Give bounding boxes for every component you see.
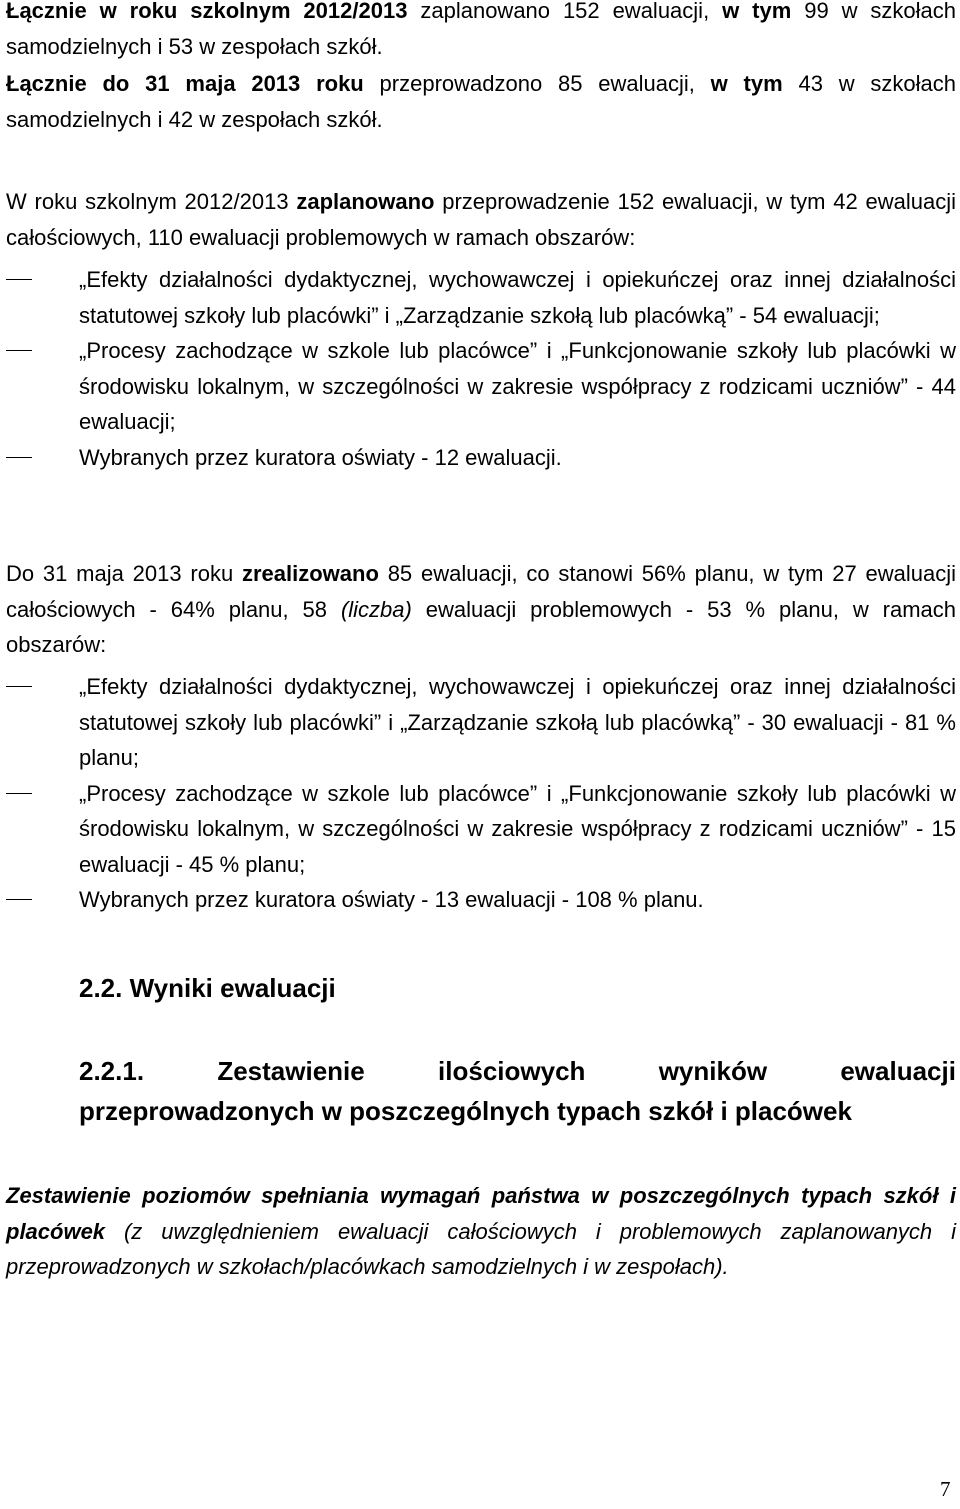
intro-paragraph-conducted: [6, 66, 956, 137]
subsection-word: ewaluacji: [840, 1056, 956, 1086]
dash-bullet: [6, 686, 32, 687]
dash-bullet: [6, 279, 32, 280]
subsection-heading-line-1: [79, 1051, 956, 1091]
summary-italic: (z uwzględnieniem ewaluacji całościowych i problemowych zaplanowanych i przeprowadzonych w szkołach/placówkach samodzielnych i w zespołach).: [6, 1218, 956, 1279]
intro-planned-bold: Łącznie w roku szkolnym 2012/2013: [6, 0, 408, 23]
list-item: [6, 262, 956, 333]
planned-areas-list: [6, 262, 956, 475]
intro-conducted-text-2: 43 w szkołach samodzielnych i 42 w zespołach szkół.: [6, 71, 956, 132]
list-item: [6, 776, 956, 883]
list-item: [6, 440, 956, 476]
realized-text-2: 85 ewaluacji, co stanowi 56% planu, w tym 27 ewaluacji całościowych - 64% planu, 58: [6, 561, 956, 622]
summary-bold-italic: Zestawienie poziomów spełniania wymagań państwa w poszczególnych typach szkół i placówek: [6, 1183, 956, 1244]
section-heading: 2.2. Wyniki ewaluacji: [79, 973, 336, 1003]
subsection-word: ilościowych: [438, 1056, 586, 1086]
dash-bullet: [6, 793, 32, 794]
intro-planned-bold-2: w tym: [722, 0, 792, 23]
subsection-heading: [79, 1051, 956, 1131]
dash-bullet: [6, 350, 32, 351]
list-item-text: „Procesy zachodzące w szkole lub placówce” i „Funkcjonowanie szkoły lub placówki w środowisku lokalnym, w szczególności w zakresie współpracy z rodzicami uczniów” - 15 ewaluacji - 45 % planu;: [79, 780, 956, 877]
realized-text: Do 31 maja 2013 roku: [6, 561, 242, 586]
dash-bullet: [6, 457, 32, 458]
intro-conducted-bold: Łącznie do 31 maja 2013 roku: [6, 71, 364, 96]
subsection-word: Zestawienie: [217, 1056, 365, 1086]
intro-planned-text-2: 99 w szkołach samodzielnych i 53 w zespołach szkół.: [6, 0, 957, 59]
list-item-text: „Procesy zachodzące w szkole lub placówce” i „Funkcjonowanie szkoły lub placówki w środowisku lokalnym, w szczególności w zakresie współpracy z rodzicami uczniów” - 44 ewaluacji;: [79, 338, 956, 434]
planned-paragraph: [6, 184, 956, 255]
planned-text-2: przeprowadzenie 152 ewaluacji, w tym 42 ewaluacji całościowych, 110 ewaluacji problemowych w ramach obszarów:: [6, 189, 956, 250]
intro-planned-text: zaplanowano 152 ewaluacji,: [407, 0, 723, 23]
list-item-text: „Efekty działalności dydaktycznej, wychowawczej i opiekuńczej oraz innej działalności statutowej szkoły lub placówki” i „Zarządzanie szkołą lub placówką” - 54 ewaluacji;: [79, 267, 956, 328]
dash-bullet: [6, 899, 32, 900]
summary-paragraph: [6, 1178, 956, 1285]
list-item-text: „Efekty działalności dydaktycznej, wychowawczej i opiekuńczej oraz innej działalności statutowej szkoły lub placówki” i „Zarządzanie szkołą lub placówką” - 30 ewaluacji - 81 % planu;: [79, 674, 956, 770]
subsection-word: wyników: [658, 1056, 768, 1086]
list-item-text: Wybranych przez kuratora oświaty - 13 ewaluacji - 108 % planu.: [79, 887, 704, 912]
planned-text: W roku szkolnym 2012/2013: [6, 189, 297, 214]
intro-conducted-text: przeprowadzono 85 ewaluacji,: [363, 71, 711, 96]
list-item: [6, 669, 956, 776]
subsection-number: 2.2.1.: [79, 1056, 145, 1086]
list-item: [6, 882, 956, 918]
realized-paragraph: [6, 556, 956, 663]
intro-paragraph-planned: [6, 0, 956, 64]
realized-text-3: ewaluacji problemowych - 53 % planu, w ramach obszarów:: [6, 596, 957, 657]
intro-conducted-bold-2: w tym: [710, 71, 783, 96]
subsection-heading-line-2: przeprowadzonych w poszczególnych typach szkół i placówek: [79, 1096, 852, 1126]
list-item: [6, 333, 956, 440]
realized-areas-list: [6, 669, 956, 918]
realized-italic: (liczba): [340, 596, 412, 622]
page-number: 7: [940, 1477, 951, 1501]
planned-bold: zaplanowano: [296, 189, 435, 214]
realized-bold: zrealizowano: [241, 561, 379, 586]
list-item-text: Wybranych przez kuratora oświaty - 12 ewaluacji.: [79, 444, 562, 470]
